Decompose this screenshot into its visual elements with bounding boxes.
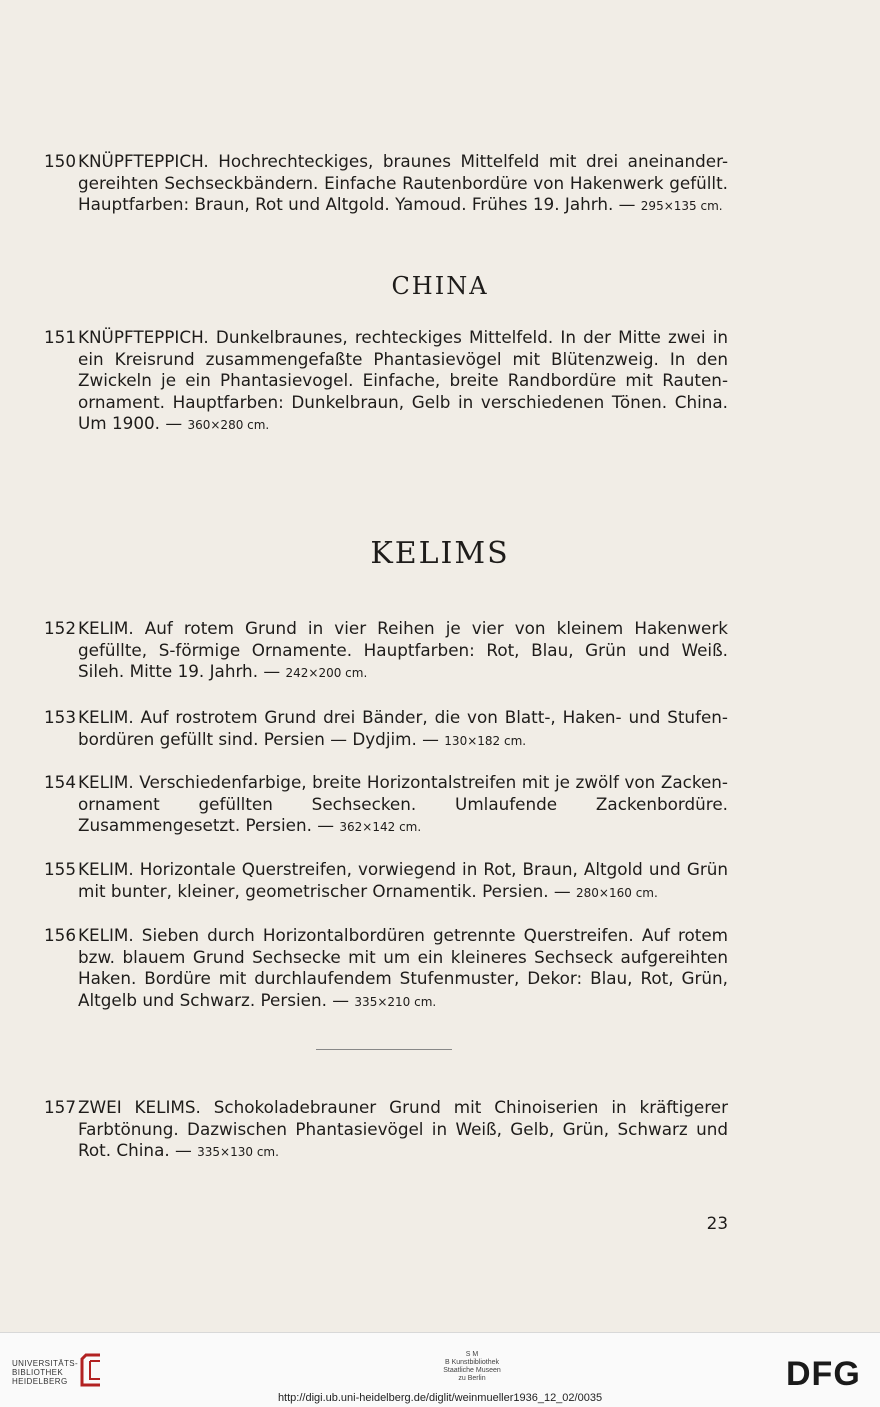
entry-text: KNÜPFTEPPICH. Dunkelbraunes, rechteckiges Mittelfeld. In der Mitte zwei in ein Kreisrund zusammengefaßte Phantasievögel mit Blütenzweig. In den Zwickeln je ein Phantasievogel. Einfache, breite Randbordüre mit Rauten-ornament. Hauptfarben: Dunkelbraun, Gelb in verschiedenen Tönen. China. Um 1900. —	[78, 327, 728, 434]
entry-dimensions: 295×135 cm.	[640, 199, 723, 214]
univ-line: BIBLIOTHEK	[12, 1368, 64, 1377]
entry-number: 151	[44, 327, 77, 347]
catalog-entry-156	[44, 925, 728, 1013]
entry-number: 152	[44, 618, 77, 638]
entry-dimensions: 362×142 cm.	[339, 820, 422, 835]
univ-line: HEIDELBERG	[12, 1377, 68, 1386]
entry-text: KELIM. Verschiedenfarbige, breite Horizontalstreifen mit je zwölf von Zacken-ornament gefüllten Sechsecken. Umlaufende Zackenbordüre. Zusammengesetzt. Persien. —	[78, 772, 728, 836]
library-stamp	[412, 1351, 532, 1383]
catalog-entry-152	[44, 618, 728, 685]
university-logo-icon	[78, 1351, 106, 1389]
entry-dimensions: 360×280 cm.	[187, 418, 270, 433]
entry-dimensions: 242×200 cm.	[285, 666, 368, 681]
university-library-label	[12, 1359, 78, 1386]
entry-number: 153	[44, 707, 77, 727]
catalog-entry-150	[44, 151, 728, 218]
entry-text: KELIM. Auf rostrotem Grund drei Bänder, die von Blatt-, Haken- und Stufen-bordüren gefüllt sind. Persien — Dydjim. —	[78, 707, 728, 749]
entry-number: 157	[44, 1097, 77, 1117]
dfg-logo: DFG	[786, 1355, 861, 1393]
univ-line: UNIVERSITÄTS-	[12, 1359, 79, 1368]
entry-text: ZWEI KELIMS. Schokoladebrauner Grund mit Chinoiserien in kräftigerer Farbtönung. Dazwischen Phantasievögel in Weiß, Gelb, Grün, Schwarz und Rot. China. —	[78, 1097, 728, 1161]
page-number: 23	[706, 1213, 728, 1233]
catalog-entry-154	[44, 772, 728, 839]
stamp-line: Staatliche Museen	[443, 1367, 501, 1374]
entry-dimensions: 280×160 cm.	[576, 885, 658, 900]
catalog-entry-153	[44, 707, 728, 752]
entry-number: 154	[44, 772, 77, 792]
catalog-entry-155	[44, 859, 728, 904]
entry-text: KELIM. Sieben durch Horizontalbordüren getrennte Querstreifen. Auf rotem bzw. blauem Grund Sechsecke mit um ein kleineres Sechseck aufgereihten Haken. Bordüre mit durchlaufendem Stufenmuster, Dekor: Blau, Rot, Grün, Altgelb und Schwarz. Persien. —	[78, 925, 728, 1010]
entry-number: 155	[44, 859, 77, 879]
entry-number: 150	[44, 151, 77, 171]
entry-dimensions: 130×182 cm.	[444, 733, 527, 748]
entry-dimensions: 335×210 cm.	[354, 994, 437, 1009]
entry-text: KNÜPFTEPPICH. Hochrechteckiges, braunes Mittelfeld mit drei aneinander-gereihten Sechseckbändern. Einfache Rautenbordüre von Hakenwerk gefüllt. Hauptfarben: Braun, Rot und Altgold. Yamoud. Frühes 19. Jahrh. —	[78, 151, 728, 215]
section-heading-china: CHINA	[391, 272, 489, 300]
digitization-footer	[0, 1332, 880, 1407]
entry-number: 156	[44, 925, 77, 945]
permalink-url[interactable]: http://digi.ub.uni-heidelberg.de/diglit/weinmueller1936_12_02/0035	[277, 1392, 603, 1404]
stamp-line: B Kunstbibliothek	[444, 1359, 500, 1366]
entry-dimensions: 335×130 cm.	[197, 1145, 279, 1160]
catalog-entry-151	[44, 327, 728, 437]
section-divider	[316, 1049, 452, 1050]
section-heading-kelims: KELIMS	[370, 536, 510, 571]
entry-text: KELIM. Horizontale Querstreifen, vorwiegend in Rot, Braun, Altgold und Grün mit bunter, kleiner, geometrischer Ornamentik. Persien. —	[78, 859, 728, 901]
catalog-entry-157	[44, 1097, 728, 1164]
stamp-line: S M	[465, 1351, 479, 1358]
stamp-line: zu Berlin	[458, 1375, 486, 1382]
entry-text: KELIM. Auf rotem Grund in vier Reihen je vier von kleinem Hakenwerk gefüllte, S-förmige Ornamente. Hauptfarben: Rot, Blau, Grün und Weiß. Sileh. Mitte 19. Jahrh. —	[78, 618, 728, 682]
